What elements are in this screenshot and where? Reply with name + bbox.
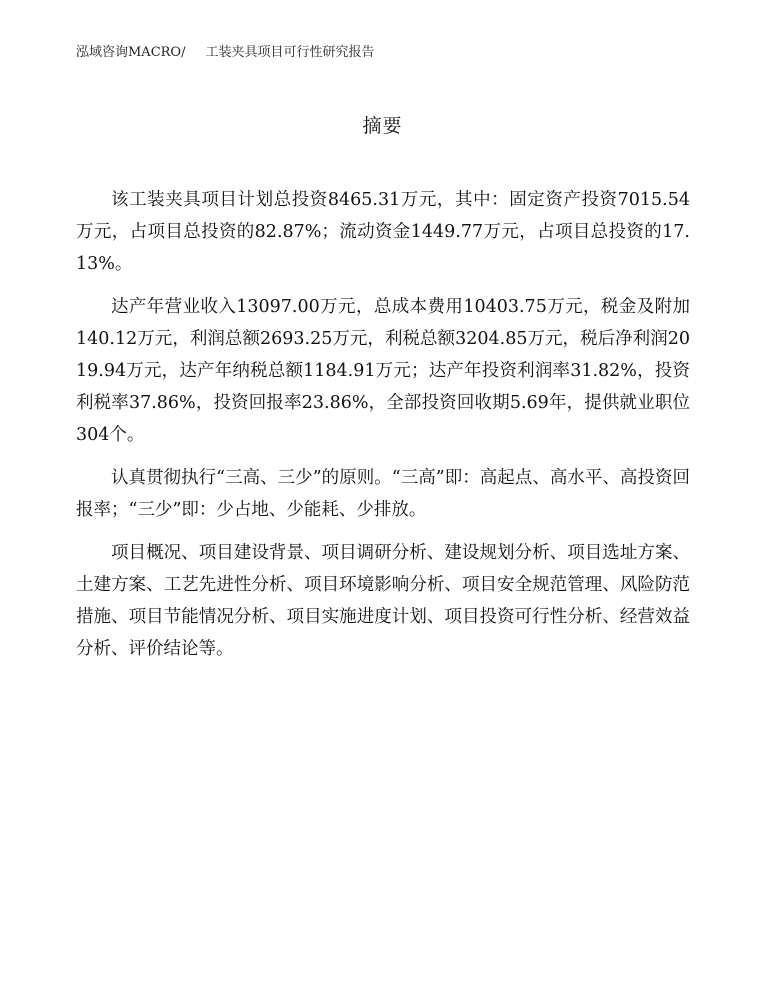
paragraph-principles: 认真贯彻执行“三高、三少”的原则。“三高”即：高起点、高水平、高投资回报率；“三少”即：少占地、少能耗、少排放。 xyxy=(76,468,690,520)
paragraph-financials: 达产年营业收入13097.00万元，总成本费用10403.75万元，税金及附加140.12万元，利润总额2693.25万元，利税总额3204.85万元，税后净利润2019.94万元，达产年纳税总额1184.91万元；达产年投资利润率31.82%，投资利税率37.86%，投资回报率23.86%，全部投资回收期5.69年，提供就业职位304个。 xyxy=(76,297,690,445)
page-title: 摘要 xyxy=(362,115,403,137)
header-doc-title: 工装夹具项目可行性研究报告 xyxy=(205,45,375,60)
paragraph-contents: 项目概况、项目建设背景、项目调研分析、建设规划分析、项目选址方案、土建方案、工艺先进性分析、项目环境影响分析、项目安全规范管理、风险防范措施、项目节能情况分析、项目实施进度计划、项目投资可行性分析、经营效益分析、评价结论等。 xyxy=(76,543,690,659)
page-header xyxy=(76,44,375,62)
abstract-body xyxy=(76,184,690,676)
header-company: 泓域咨询MACRO/ xyxy=(76,45,186,60)
paragraph-investment: 该工装夹具项目计划总投资8465.31万元，其中：固定资产投资7015.54万元，占项目总投资的82.87%；流动资金1449.77万元，占项目总投资的17.13%。 xyxy=(76,190,690,274)
